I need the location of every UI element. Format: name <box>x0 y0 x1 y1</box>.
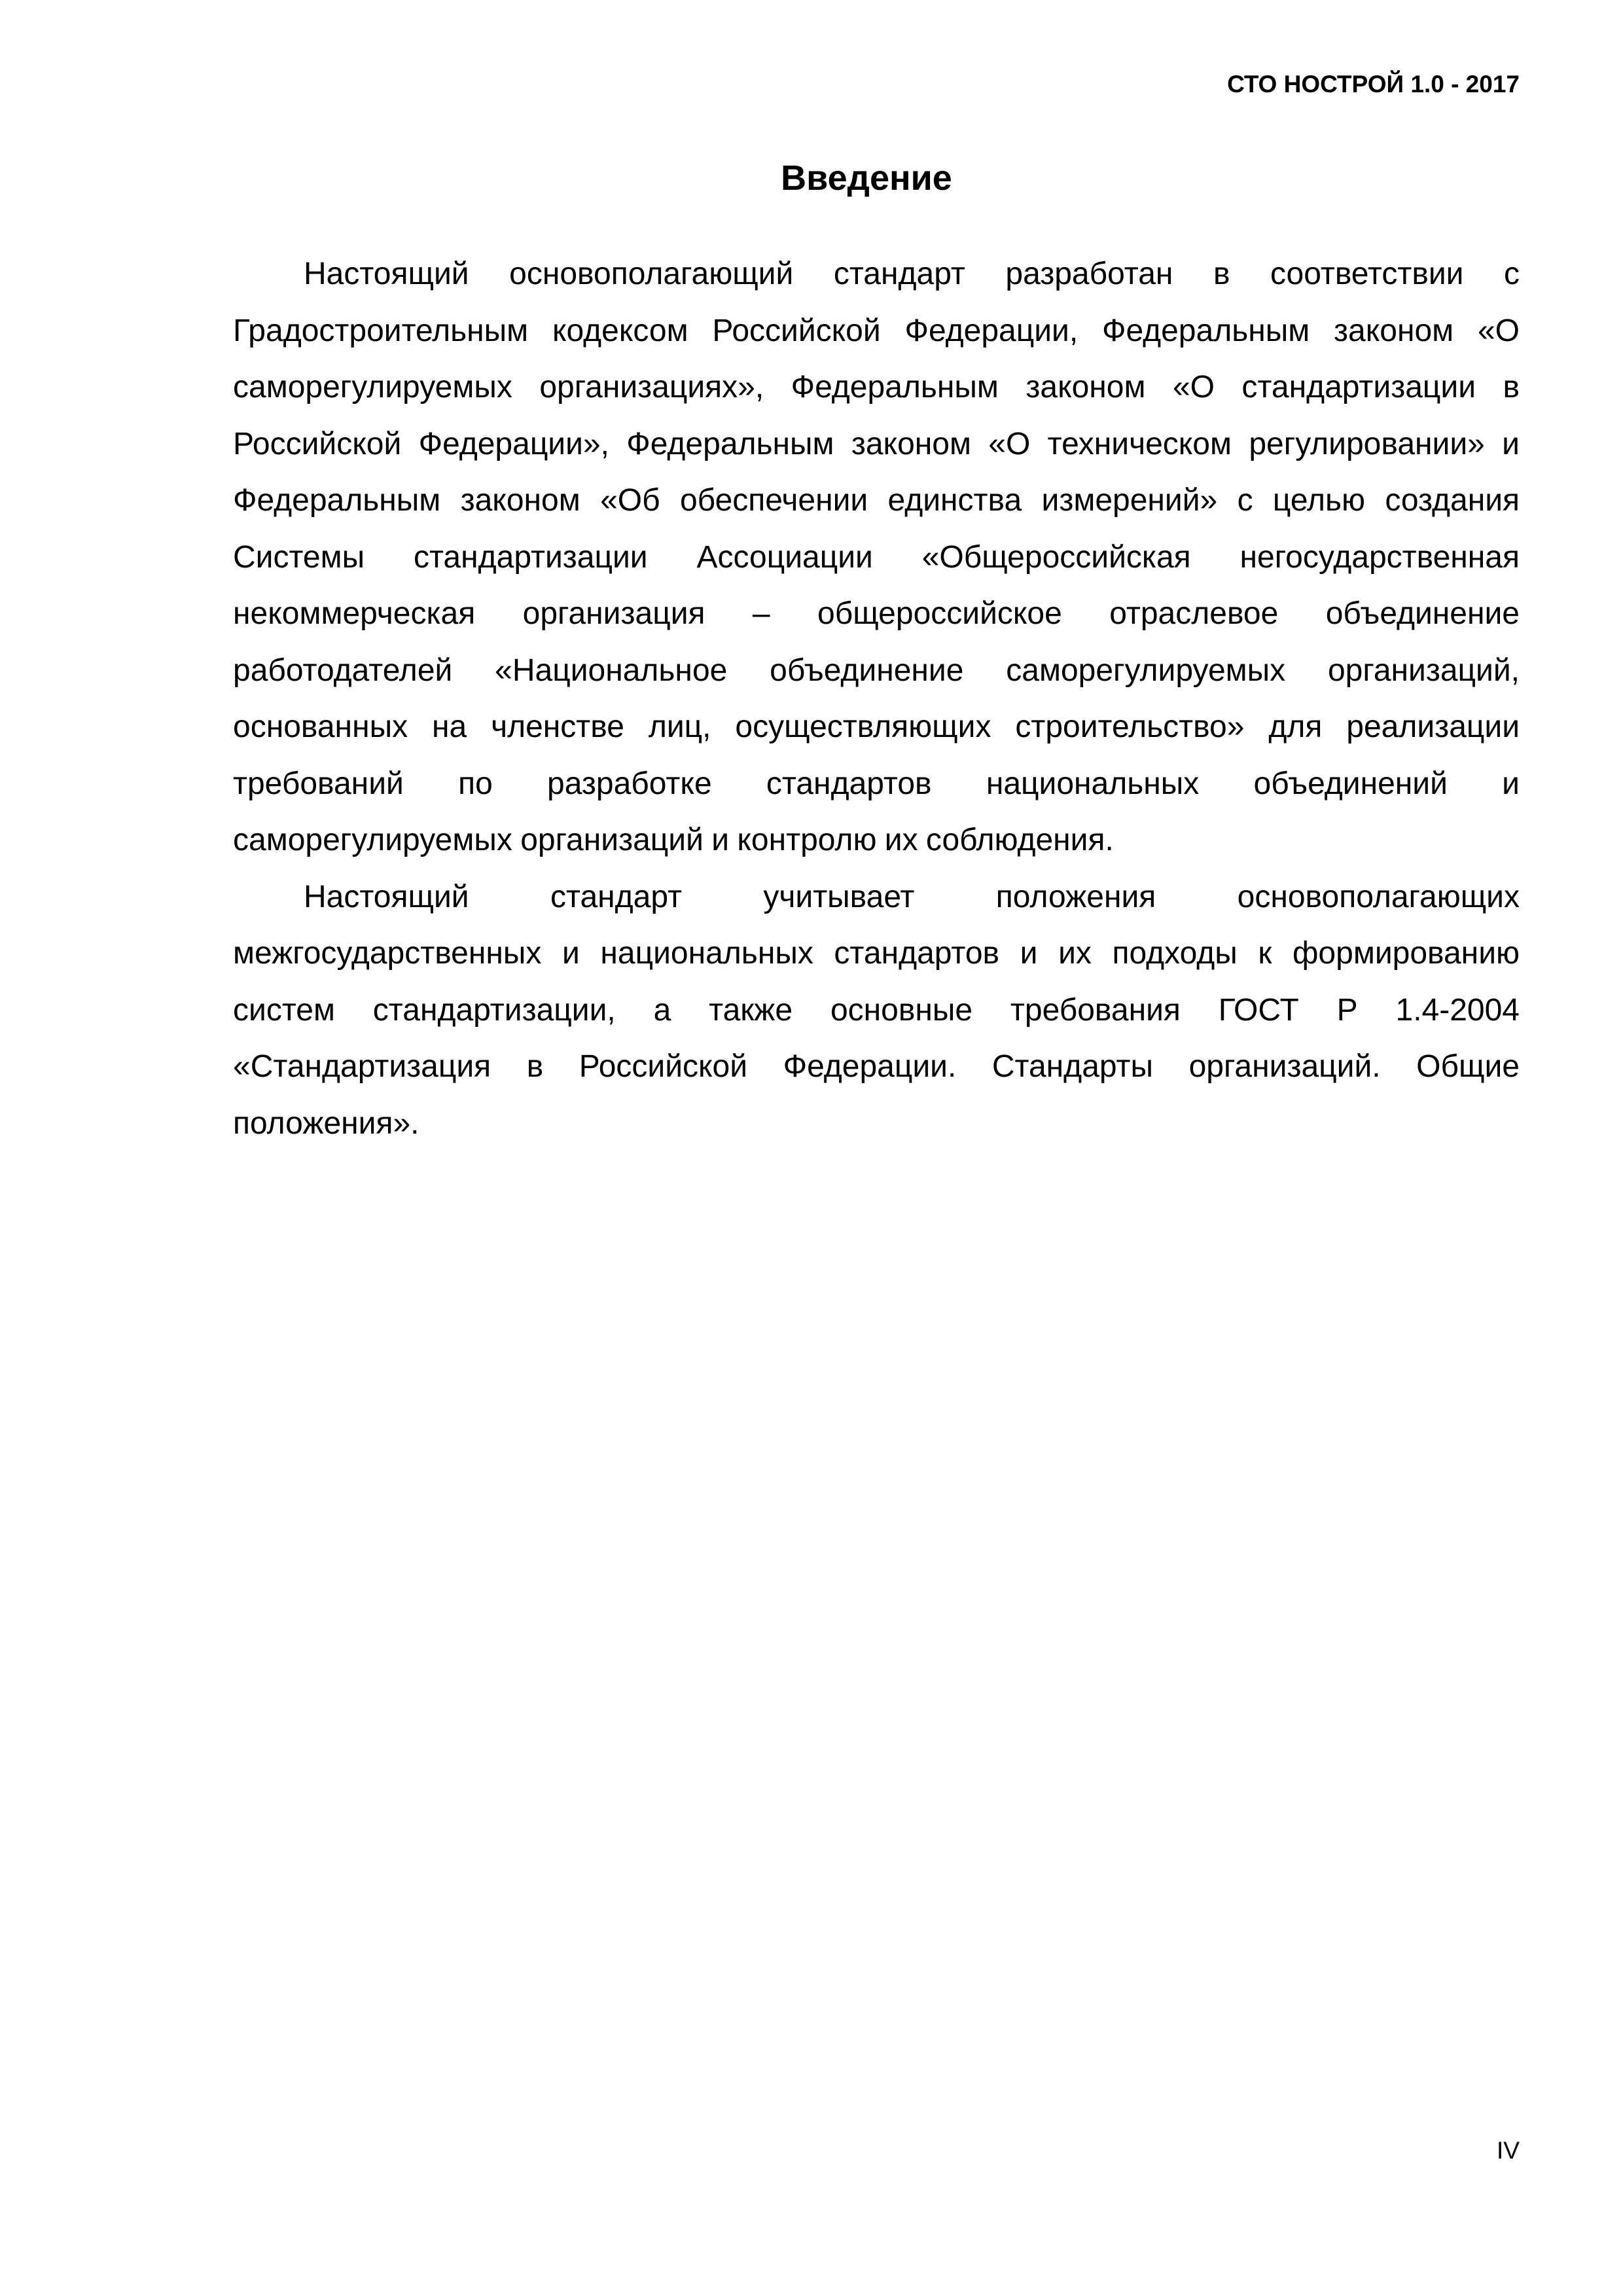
section-body <box>233 246 1520 1152</box>
document-code-header: СТО НОСТРОЙ 1.0 - 2017 <box>1227 71 1520 98</box>
section-title: Введение <box>781 158 952 198</box>
paragraph-purpose: Настоящий основополагающий стандарт разработан в соответствии с Градостроительным кодексом Российской Федерации, Федеральным законом «О саморегулируемых организациях», Федеральным законом «О стандартизации в Российской Федерации», Федеральным законом «О техническом регулировании» и Федеральным законом «Об обеспечении единства измерений» с целью создания Системы стандартизации Ассоциации «Общероссийская негосударственная некоммерческая организация – общероссийское отраслевое объединение работодателей «Национальное объединение саморегулируемых организаций, основанных на членстве лиц, осуществляющих строительство» для реализации требований по разработке стандартов национальных объединений и саморегулируемых организаций и контролю их соблюдения. <box>233 257 1520 857</box>
paragraph-scope: Настоящий стандарт учитывает положения основополагающих межгосударственных и национальных стандартов и их подходы к формированию систем стандартизации, а также основные требования ГОСТ Р 1.4-2004 «Стандартизация в Российской Федерации. Стандарты организаций. Общие положения». <box>233 879 1520 1141</box>
page-number: IV <box>1497 2137 1520 2164</box>
